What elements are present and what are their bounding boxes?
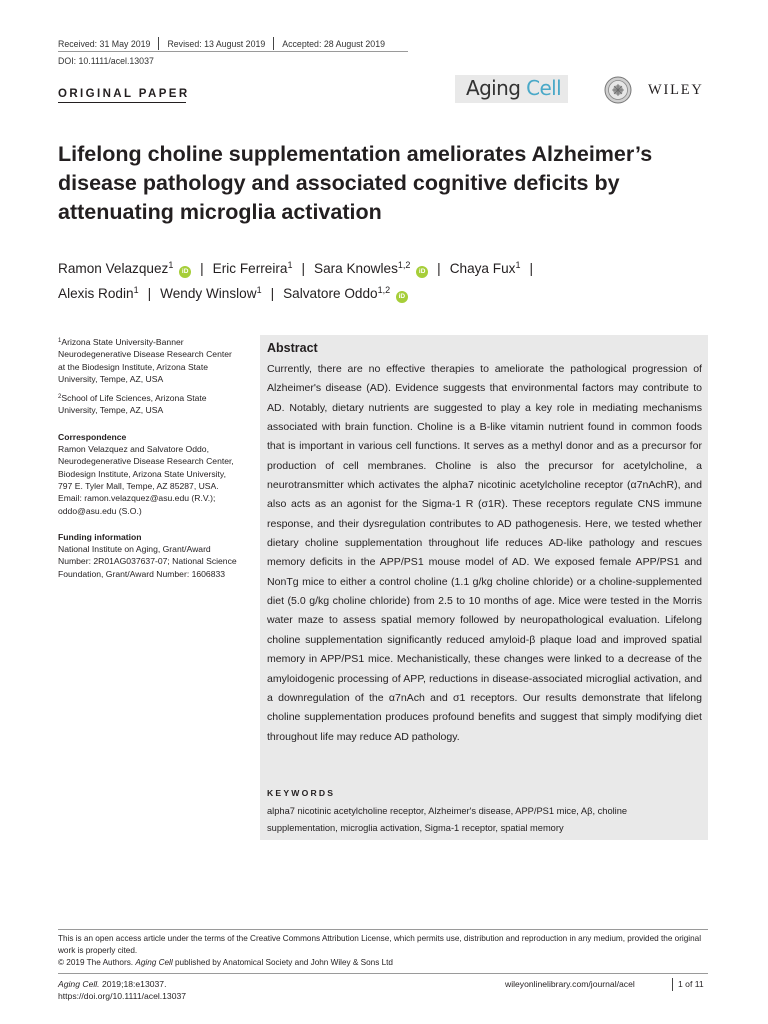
citation-journal: Aging Cell. <box>58 979 100 989</box>
doi[interactable]: DOI: 10.1111/acel.13037 <box>58 56 154 66</box>
license-notice <box>58 933 718 968</box>
author-name: Sara Knowles <box>314 261 398 276</box>
revised-date: Revised: 13 August 2019 <box>167 38 266 49</box>
citation-line <box>58 978 186 990</box>
divider: | <box>437 261 441 276</box>
author <box>58 286 139 301</box>
funding-text: National Institute on Aging, Grant/Award Number: 2R01AG037637-07; National Science Foundation, Grant/Award Number: 1606833 <box>58 544 237 579</box>
publisher-logo: WILEY <box>648 82 704 98</box>
keywords-heading: KEYWORDS <box>267 788 336 798</box>
divider: | <box>147 286 152 301</box>
correspondence-heading: Correspondence <box>58 431 127 442</box>
doi-link[interactable]: https://doi.org/10.1111/acel.13037 <box>58 991 187 1002</box>
copyright-prefix: © 2019 The Authors. <box>58 957 134 967</box>
email-line[interactable]: Email: ramon.velazquez@asu.edu (R.V.); <box>58 493 216 504</box>
affiliation-number: 1,2 <box>397 260 411 270</box>
affiliation-number: 2 <box>58 394 62 401</box>
author <box>314 261 428 276</box>
author-name: Eric Ferreira <box>212 261 288 276</box>
divider <box>58 973 708 974</box>
author-name: Ramon Velazquez <box>58 261 169 276</box>
article-dates <box>58 37 385 50</box>
author-name: Alexis Rodin <box>58 286 134 301</box>
author-name: Wendy Winslow <box>160 286 257 301</box>
abstract-heading: Abstract <box>267 341 318 355</box>
accepted-date: Accepted: 28 August 2019 <box>282 38 385 49</box>
author-name: Salvatore Oddo <box>283 286 378 301</box>
divider <box>58 102 186 103</box>
copyright-journal: Aging Cell <box>135 957 173 967</box>
email-line[interactable]: oddo@asu.edu (S.O.) <box>58 505 142 516</box>
citation <box>58 978 186 1003</box>
citation-volume: 2019;18:e13037. <box>101 979 167 989</box>
keywords-text: alpha7 nicotinic acetylcholine receptor, Alzheimer's disease, APP/PS1 mice, Aβ, choline supplementation, microglia activation, Sigma-1 receptor, spatial memory <box>267 806 628 833</box>
received-date: Received: 31 May 2019 <box>58 38 151 49</box>
affiliation-number: 1 <box>58 338 62 344</box>
journal-logo-word1: Aging <box>466 76 521 100</box>
funding-heading: Funding information <box>58 531 142 542</box>
affiliation-number: 1 <box>287 260 293 270</box>
divider: | <box>529 261 533 276</box>
author <box>160 286 261 301</box>
correspondence-text: Ramon Velazquez and Salvatore Oddo, Neurodegenerative Disease Research Center, Biodesign Institute, Arizona State University, 797 E. Tyler Mall, Tempe, AZ 85287, USA. <box>58 444 234 491</box>
orcid-icon[interactable]: iD <box>396 291 408 303</box>
orcid-icon[interactable]: iD <box>416 266 428 278</box>
abstract-text: Currently, there are no effective therapies to ameliorate the pathological progression of Alzheimer's disease (AD). Evidence suggests that environmental factors may contribute to AD. Notably, dietary nutrients are suggested to play a key role in mediating mechanisms associated with brain function. Choline is a B-like vitamin nutrient found in common foods that is important in various cell functions. It serves as a methyl donor and as a precursor for production of cell membranes. Choline is also the precursor for acetylcholine, a neurotransmitter which activates the alpha7 nicotinic acetylcholine receptor (α7nAchR), and also acts as an agonist for the Sigma-1 R (σ1R). These receptors regulate CNS immune response, and their dysregulation contributes to AD pathogenesis. Here, we tested whether dietary choline supplementation throughout life reduces AD-like pathology and rescues memory deficits in the APP/PS1 mouse model of AD. We exposed female APP/PS1 and NonTg mice to either a control choline (1.1 g/kg choline chloride) or a choline-supplemented diet (5.0 g/kg choline chloride) from 2.5 to 10 months of age. Mice were tested in the Morris water maze to assess spatial memory followed by neuropathological evaluation. Lifelong choline supplementation significantly reduced amyloid-β plaque load and improved spatial memory in APP/PS1 mice. Mechanistically, these changes were linked to a decrease of the amyloidogenic processing of APP, reductions in disease-associated microglial activation, and a downregulation of the α7nAch and σ1 receptors. Our results demonstrate that lifelong choline supplementation produces profound benefits and suggest that simply modifying diet throughout life may reduce AD pathology. <box>267 363 702 743</box>
divider: | <box>301 261 305 276</box>
divider <box>58 929 708 930</box>
affiliation <box>58 392 240 417</box>
affiliation-number: 1 <box>133 285 139 295</box>
sidebar-info <box>58 336 240 580</box>
divider: | <box>270 286 275 301</box>
affiliation-number: 1 <box>515 260 521 270</box>
affiliation-number: 1 <box>256 285 262 295</box>
divider <box>158 37 159 50</box>
author-name: Chaya Fux <box>449 261 516 276</box>
affiliation-number: 1,2 <box>377 285 391 295</box>
author <box>450 261 521 276</box>
orcid-icon[interactable]: iD <box>179 266 191 278</box>
author <box>213 261 293 276</box>
author-list <box>58 256 678 306</box>
divider <box>672 978 673 991</box>
affiliation-text: Arizona State University-Banner Neurodegenerative Disease Research Center at the Biodesign Institute, Arizona State University, Tempe, AZ, USA <box>58 337 232 384</box>
journal-url[interactable]: wileyonlinelibrary.com/journal/acel <box>505 979 635 989</box>
journal-logo <box>466 76 561 100</box>
copyright-line <box>58 957 718 969</box>
affiliation <box>58 336 240 385</box>
divider <box>58 51 408 52</box>
page-number: 1 of 11 <box>678 979 704 989</box>
author <box>58 261 191 276</box>
journal-logo-word2: Cell <box>526 76 562 100</box>
affiliation-text: School of Life Sciences, Arizona State University, Tempe, AZ, USA <box>58 393 207 416</box>
divider: | <box>200 261 204 276</box>
license-text: This is an open access article under the terms of the Creative Commons Attribution License, which permits use, distribution and reproduction in any medium, provided the original work is properly cited. <box>58 934 702 955</box>
anatomical-society-seal-icon <box>604 76 632 104</box>
copyright-suffix: published by Anatomical Society and John Wiley & Sons Ltd <box>174 957 393 967</box>
article-type: ORIGINAL PAPER <box>58 88 190 100</box>
affiliation-number: 1 <box>168 260 174 270</box>
article-title: Lifelong choline supplementation ameliorates Alzheimer’s disease pathology and associated cognitive deficits by attenuating microglia activation <box>58 142 653 224</box>
author <box>283 286 408 301</box>
divider <box>273 37 274 50</box>
